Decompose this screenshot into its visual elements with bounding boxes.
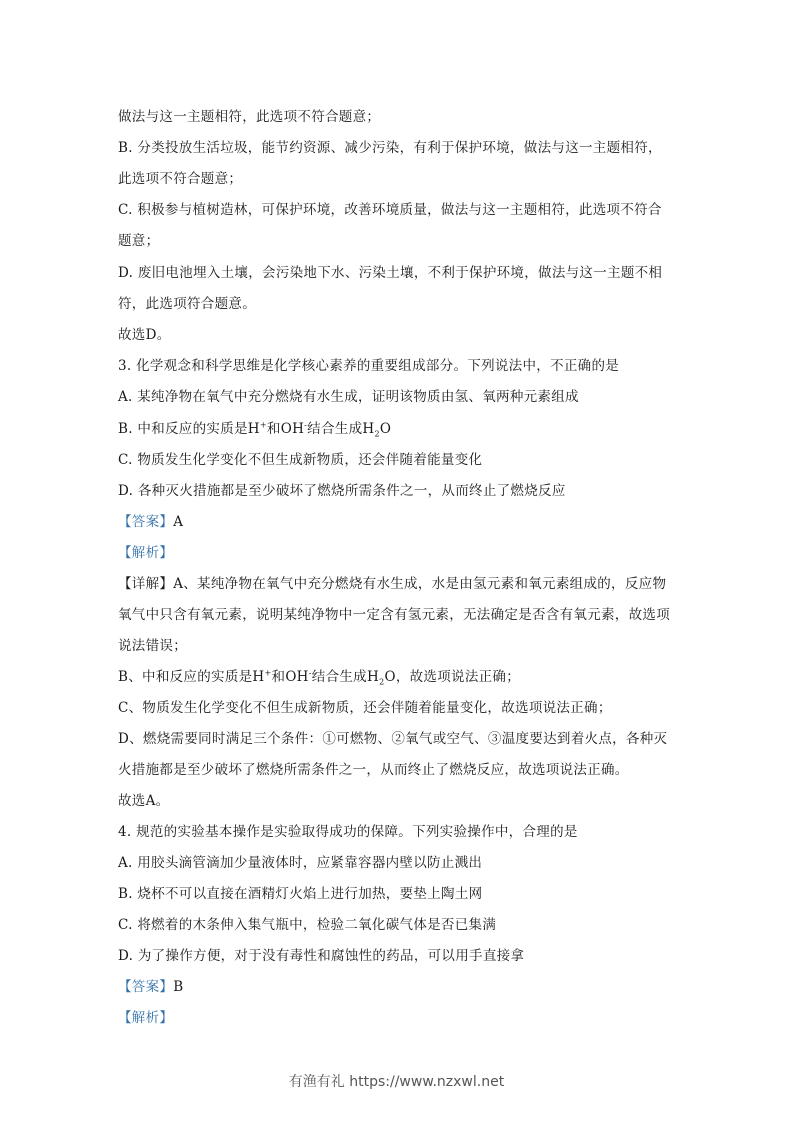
q3-answer bbox=[118, 513, 688, 531]
q3-option-a: A. 某纯净物在氧气中充分燃烧有水生成，证明该物质由氢、氧两种元素组成 bbox=[118, 389, 579, 405]
q2-option-d-explanation: D. 废旧电池埋入土壤，会污染地下水、污染土壤，不利于保护环境，做法与这一主题不相 bbox=[118, 265, 663, 281]
q4-option-c: C. 将燃着的木条伸入集气瓶中，检验二氧化碳气体是否已集满 bbox=[118, 917, 497, 933]
q3-detail-d: D、燃烧需要同时满足三个条件：①可燃物、②氧气或空气、③温度要达到着火点，各种灭 bbox=[118, 731, 668, 747]
q3-detail-line: 说法错误； bbox=[118, 638, 187, 654]
q3-option-d: D. 各种灭火措施都是至少破坏了燃烧所需条件之一，从而终止了燃烧反应 bbox=[118, 483, 566, 499]
q4-analysis bbox=[118, 1009, 688, 1027]
answer-label: 【答案】 bbox=[118, 514, 174, 530]
q3-detail-line: 氧气中只含有氧元素，说明某纯净物中一定含有氢元素，无法确定是否含有氧元素，故选项 bbox=[118, 607, 670, 623]
q3-option-b: B. 中和反应的实质是H+和OH-结合生成$H_2O$ bbox=[118, 420, 392, 439]
answer-value: B bbox=[173, 979, 184, 995]
q4-stem: 4. 规范的实验基本操作是实验取得成功的保障。下列实验操作中，合理的是 bbox=[118, 824, 578, 840]
q2-option-b-explanation: B. 分类投放生活垃圾，能节约资源、减少污染，有利于保护环境，做法与这一主题相符， bbox=[118, 140, 662, 156]
q3-detail-b: B、中和反应的实质是H+和OH-结合生成$H_2O$，故选项说法正确； bbox=[118, 668, 521, 687]
q3-detail-d: 火措施都是至少破坏了燃烧所需条件之一，从而终止了燃烧反应，故选项说法正确。 bbox=[118, 762, 629, 778]
answer-value: A bbox=[173, 514, 184, 530]
answer-label: 【答案】 bbox=[118, 979, 174, 995]
q3-analysis bbox=[118, 544, 688, 562]
q4-option-d: D. 为了操作方便，对于没有毒性和腐蚀性的药品，可以用手直接拿 bbox=[118, 948, 525, 964]
q4-answer bbox=[118, 978, 688, 996]
text-line: 做法与这一主题相符，此选项不符合题意； bbox=[118, 109, 381, 125]
analysis-label: 【解析】 bbox=[118, 1010, 174, 1026]
q3-option-c: C. 物质发生化学变化不但生成新物质，还会伴随着能量变化 bbox=[118, 452, 483, 468]
text-line: 此选项不符合题意； bbox=[118, 171, 243, 187]
q3-detail-line: 【详解】A、某纯净物在氧气中充分燃烧有水生成，水是由氢元素和氧元素组成的，反应物 bbox=[118, 576, 667, 592]
q3-stem: 3. 化学观念和科学思维是化学核心素养的重要组成部分。下列说法中，不正确的是 bbox=[118, 358, 620, 374]
q3-conclusion: 故选A。 bbox=[118, 793, 170, 809]
detail-label: 【详解】 bbox=[118, 576, 174, 592]
q2-conclusion: 故选D。 bbox=[118, 327, 171, 343]
q4-option-a: A. 用胶头滴管滴加少量液体时，应紧靠容器内壁以防止溅出 bbox=[118, 855, 483, 871]
analysis-label: 【解析】 bbox=[118, 545, 174, 561]
footer-watermark: 有渔有礼 https://www.nzxwl.net bbox=[288, 1074, 505, 1090]
q4-option-b: B. 烧杯不可以直接在酒精灯火焰上进行加热，要垫上陶土网 bbox=[118, 886, 483, 902]
q2-option-c-explanation: C. 积极参与植树造林，可保护环境，改善环境质量，做法与这一主题相符，此选项不符合 bbox=[118, 202, 662, 218]
text-line: 题意； bbox=[118, 233, 160, 249]
q3-detail-c: C、物质发生化学变化不但生成新物质，还会伴随着能量变化，故选项说法正确； bbox=[118, 700, 612, 716]
text-line: 符，此选项符合题意。 bbox=[118, 296, 256, 312]
